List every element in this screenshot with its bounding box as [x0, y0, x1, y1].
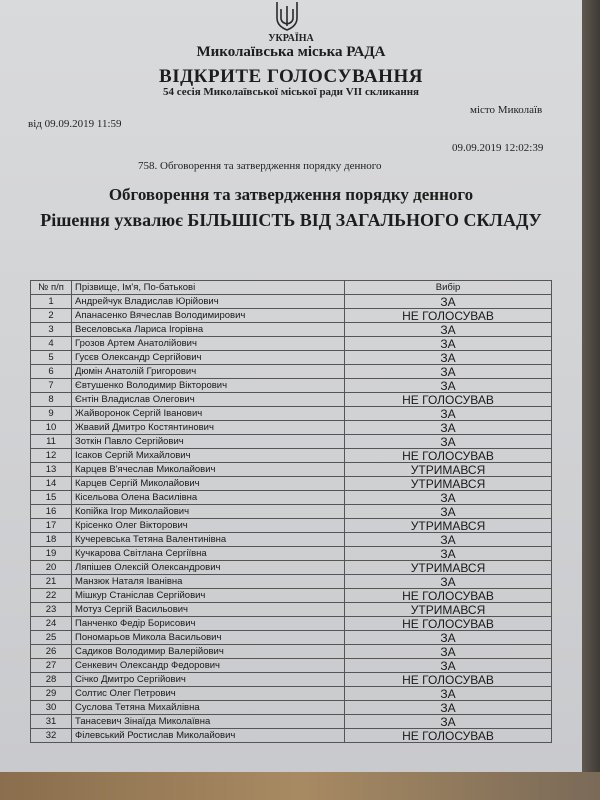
table-row: [31, 659, 552, 673]
member-name: Кучкарова Світлана Сергіївна: [72, 547, 345, 561]
table-row: [31, 463, 552, 477]
session-label: 54 сесія Миколаївської міської ради VII скликання: [163, 86, 419, 98]
votes-table-body: [31, 295, 552, 743]
row-number: 9: [31, 407, 72, 421]
member-name: Кучеревська Тетяна Валентинівна: [72, 533, 345, 547]
member-name: Суслова Тетяна Михайлівна: [72, 701, 345, 715]
column-header-name: Прізвище, Ім'я, По-батькові: [72, 281, 345, 295]
vote-choice: ЗА: [345, 715, 552, 729]
vote-choice: ЗА: [345, 351, 552, 365]
member-name: Філевський Ростислав Миколайович: [72, 729, 345, 743]
vote-choice: ЗА: [345, 323, 552, 337]
vote-choice: ЗА: [345, 379, 552, 393]
member-name: Карцев В'ячеслав Миколайович: [72, 463, 345, 477]
row-number: 24: [31, 617, 72, 631]
table-row: [31, 365, 552, 379]
vote-choice: ЗА: [345, 575, 552, 589]
row-number: 15: [31, 491, 72, 505]
row-number: 27: [31, 659, 72, 673]
vote-choice: НЕ ГОЛОСУВАВ: [345, 673, 552, 687]
member-name: Жайворонок Сергій Іванович: [72, 407, 345, 421]
row-number: 21: [31, 575, 72, 589]
table-row: [31, 295, 552, 309]
row-number: 2: [31, 309, 72, 323]
table-row: [31, 561, 552, 575]
table-row: [31, 603, 552, 617]
row-number: 20: [31, 561, 72, 575]
table-row: [31, 337, 552, 351]
section-heading: Обговорення та затвердження порядку денного: [108, 185, 474, 204]
member-name: Андрейчук Владислав Юрійович: [72, 295, 345, 309]
vote-choice: ЗА: [345, 295, 552, 309]
vote-choice: ЗА: [345, 701, 552, 715]
vote-choice: НЕ ГОЛОСУВАВ: [345, 589, 552, 603]
table-row: [31, 533, 552, 547]
row-number: 30: [31, 701, 72, 715]
date-from: від 09.09.2019 11:59: [28, 118, 122, 130]
member-name: Копійка Ігор Миколайович: [72, 505, 345, 519]
row-number: 19: [31, 547, 72, 561]
vote-choice: ЗА: [345, 337, 552, 351]
vote-choice: ЗА: [345, 421, 552, 435]
row-number: 5: [31, 351, 72, 365]
member-name: Апанасенко Вячеслав Володимирович: [72, 309, 345, 323]
row-number: 8: [31, 393, 72, 407]
vote-choice: НЕ ГОЛОСУВАВ: [345, 617, 552, 631]
member-name: Солтис Олег Петрович: [72, 687, 345, 701]
member-name: Мотуз Сергій Васильович: [72, 603, 345, 617]
table-row: [31, 505, 552, 519]
vote-choice: УТРИМАВСЯ: [345, 603, 552, 617]
member-name: Панченко Федір Борисович: [72, 617, 345, 631]
table-row: [31, 491, 552, 505]
table-row: [31, 449, 552, 463]
row-number: 18: [31, 533, 72, 547]
row-number: 13: [31, 463, 72, 477]
row-number: 26: [31, 645, 72, 659]
row-number: 11: [31, 435, 72, 449]
vote-choice: НЕ ГОЛОСУВАВ: [345, 729, 552, 743]
table-row: [31, 673, 552, 687]
table-row: [31, 519, 552, 533]
table-row: [31, 645, 552, 659]
member-name: Січко Дмитро Сергійович: [72, 673, 345, 687]
desk-surface: [0, 772, 600, 800]
vote-choice: ЗА: [345, 659, 552, 673]
row-number: 16: [31, 505, 72, 519]
vote-choice: НЕ ГОЛОСУВАВ: [345, 309, 552, 323]
row-number: 7: [31, 379, 72, 393]
row-number: 14: [31, 477, 72, 491]
member-name: Сенкевич Олександр Федорович: [72, 659, 345, 673]
document-title: ВІДКРИТЕ ГОЛОСУВАННЯ: [159, 66, 423, 87]
table-row: [31, 547, 552, 561]
vote-choice: НЕ ГОЛОСУВАВ: [345, 449, 552, 463]
member-name: Кісельова Олена Василівна: [72, 491, 345, 505]
votes-table: [30, 280, 552, 743]
member-name: Манзюк Наталя Іванівна: [72, 575, 345, 589]
row-number: 3: [31, 323, 72, 337]
table-row: [31, 393, 552, 407]
table-row: [31, 379, 552, 393]
vote-choice: УТРИМАВСЯ: [345, 463, 552, 477]
member-name: Зоткін Павло Сергійович: [72, 435, 345, 449]
vote-choice: УТРИМАВСЯ: [345, 477, 552, 491]
row-number: 10: [31, 421, 72, 435]
row-number: 6: [31, 365, 72, 379]
table-row: [31, 589, 552, 603]
vote-choice: ЗА: [345, 631, 552, 645]
date-to: 09.09.2019 12:02:39: [452, 142, 544, 154]
vote-choice: УТРИМАВСЯ: [345, 519, 552, 533]
vote-choice: ЗА: [345, 365, 552, 379]
member-name: Дюмін Анатолій Григорович: [72, 365, 345, 379]
column-header-vote: Вибір: [345, 281, 552, 295]
vote-choice: ЗА: [345, 435, 552, 449]
row-number: 12: [31, 449, 72, 463]
member-name: Грозов Артем Анатолійович: [72, 337, 345, 351]
vote-choice: ЗА: [345, 491, 552, 505]
vote-choice: ЗА: [345, 407, 552, 421]
member-name: Карцев Сергій Миколайович: [72, 477, 345, 491]
vote-choice: УТРИМАВСЯ: [345, 561, 552, 575]
member-name: Ляпішев Олексій Олександрович: [72, 561, 345, 575]
vote-choice: ЗА: [345, 645, 552, 659]
agenda-item: 758. Обговорення та затвердження порядку денного: [138, 160, 382, 172]
member-name: Веселовська Лариса Ігорівна: [72, 323, 345, 337]
row-number: 22: [31, 589, 72, 603]
row-number: 4: [31, 337, 72, 351]
member-name: Ісаков Сергій Михайлович: [72, 449, 345, 463]
row-number: 25: [31, 631, 72, 645]
table-row: [31, 477, 552, 491]
member-name: Євтушенко Володимир Вікторович: [72, 379, 345, 393]
row-number: 32: [31, 729, 72, 743]
member-name: Пономарьов Микола Васильович: [72, 631, 345, 645]
row-number: 31: [31, 715, 72, 729]
table-row: [31, 631, 552, 645]
trident-emblem-icon: [272, 0, 302, 32]
member-name: Жвавий Дмитро Костянтинович: [72, 421, 345, 435]
vote-choice: ЗА: [345, 547, 552, 561]
council-name: Миколаївська міська РАДА: [196, 44, 386, 60]
table-row: [31, 351, 552, 365]
table-header-row: [31, 281, 552, 295]
row-number: 29: [31, 687, 72, 701]
decision-rule-heading: Рішення ухвалює БІЛЬШІСТЬ ВІД ЗАГАЛЬНОГО СКЛАДУ: [40, 210, 542, 230]
table-row: [31, 701, 552, 715]
table-row: [31, 617, 552, 631]
table-row: [31, 715, 552, 729]
table-row: [31, 421, 552, 435]
column-header-number: № п/п: [31, 281, 72, 295]
member-name: Мішкур Станіслав Сергійович: [72, 589, 345, 603]
member-name: Садиков Володимир Валерійович: [72, 645, 345, 659]
table-row: [31, 729, 552, 743]
table-row: [31, 575, 552, 589]
table-row: [31, 309, 552, 323]
table-row: [31, 687, 552, 701]
city-label: місто Миколаїв: [470, 104, 543, 116]
member-name: Гусєв Олександр Сергійович: [72, 351, 345, 365]
row-number: 28: [31, 673, 72, 687]
member-name: Крісенко Олег Вікторович: [72, 519, 345, 533]
country-label: УКРАЇНА: [268, 33, 314, 44]
vote-choice: НЕ ГОЛОСУВАВ: [345, 393, 552, 407]
row-number: 1: [31, 295, 72, 309]
table-row: [31, 435, 552, 449]
vote-choice: ЗА: [345, 505, 552, 519]
member-name: Танасевич Зінаїда Миколаївна: [72, 715, 345, 729]
table-row: [31, 323, 552, 337]
background-edge: [582, 0, 600, 800]
vote-choice: ЗА: [345, 533, 552, 547]
row-number: 23: [31, 603, 72, 617]
table-row: [31, 407, 552, 421]
member-name: Єнтін Владислав Олегович: [72, 393, 345, 407]
vote-choice: ЗА: [345, 687, 552, 701]
row-number: 17: [31, 519, 72, 533]
